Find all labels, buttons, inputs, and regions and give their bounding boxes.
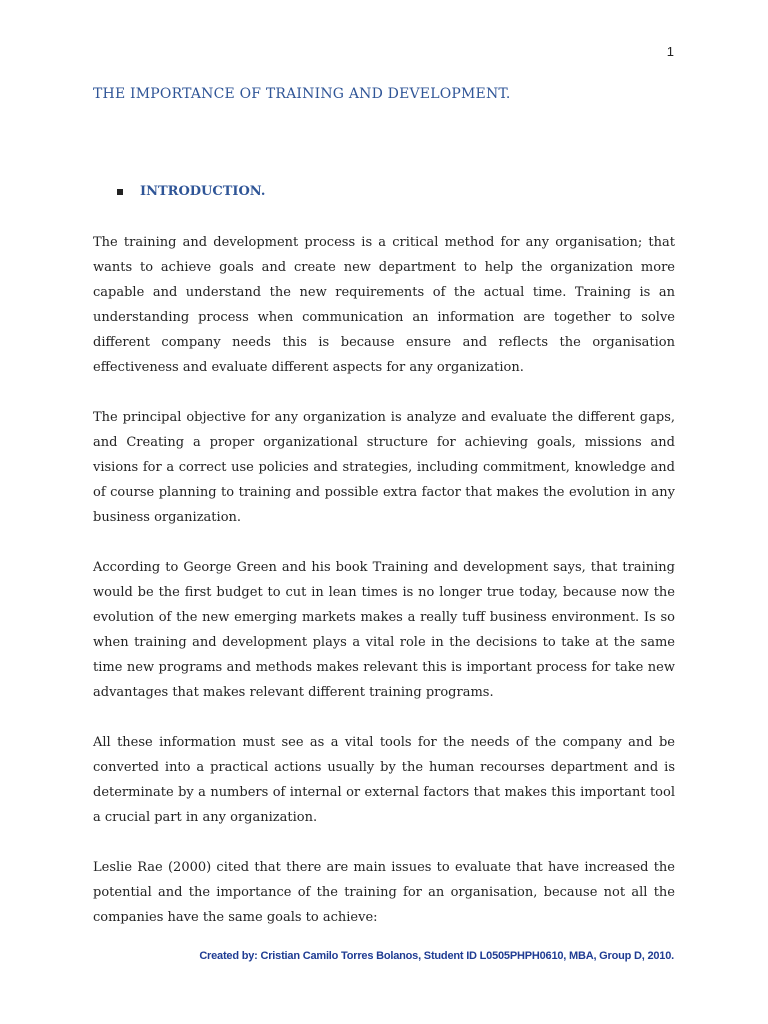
footer-credit: Created by: Cristian Camilo Torres Bolanos, Student ID L0505PHPH0610, MBA, Group D, 2010.	[199, 950, 674, 962]
document-title: THE IMPORTANCE OF TRAINING AND DEVELOPMENT.	[93, 86, 511, 102]
section-heading	[117, 184, 265, 199]
paragraph-3: According to George Green and his book Training and development says, that training would be the first budget to cut in lean times is no longer true today, because now the evolution of the new emerging markets makes a really tuff business environment. Is so when training and development plays a vital role in the decisions to take at the same time new programs and methods makes relevant this is important process for take new advantages that makes relevant different training programs.	[93, 560, 675, 700]
paragraph-4: All these information must see as a vital tools for the needs of the company and be converted into a practical actions usually by the human recourses department and is determinate by a numbers of internal or external factors that makes this important tool a crucial part in any organization.	[93, 735, 675, 825]
body-text	[93, 230, 675, 955]
paragraph-5: Leslie Rae (2000) cited that there are main issues to evaluate that have increased the potential and the importance of the training for an organisation, because not all the companies have the same goals to achieve:	[93, 860, 675, 925]
paragraph-2: The principal objective for any organization is analyze and evaluate the different gaps, and Creating a proper organizational structure for achieving goals, missions and visions for a correct use policies and strategies, including commitment, knowledge and of course planning to training and possible extra factor that makes the evolution in any business organization.	[93, 410, 675, 525]
page-number: 1	[666, 44, 674, 59]
section-heading-text: INTRODUCTION.	[140, 184, 266, 199]
paragraph-1: The training and development process is a critical method for any organisation; that wants to achieve goals and create new department to help the organization more capable and understand the new requirements of the actual time. Training is an understanding process when communication an information are together to solve different company needs this is because ensure and reflects the organisation effectiveness and evaluate different aspects for any organization.	[93, 235, 675, 375]
square-bullet-icon	[117, 189, 123, 195]
